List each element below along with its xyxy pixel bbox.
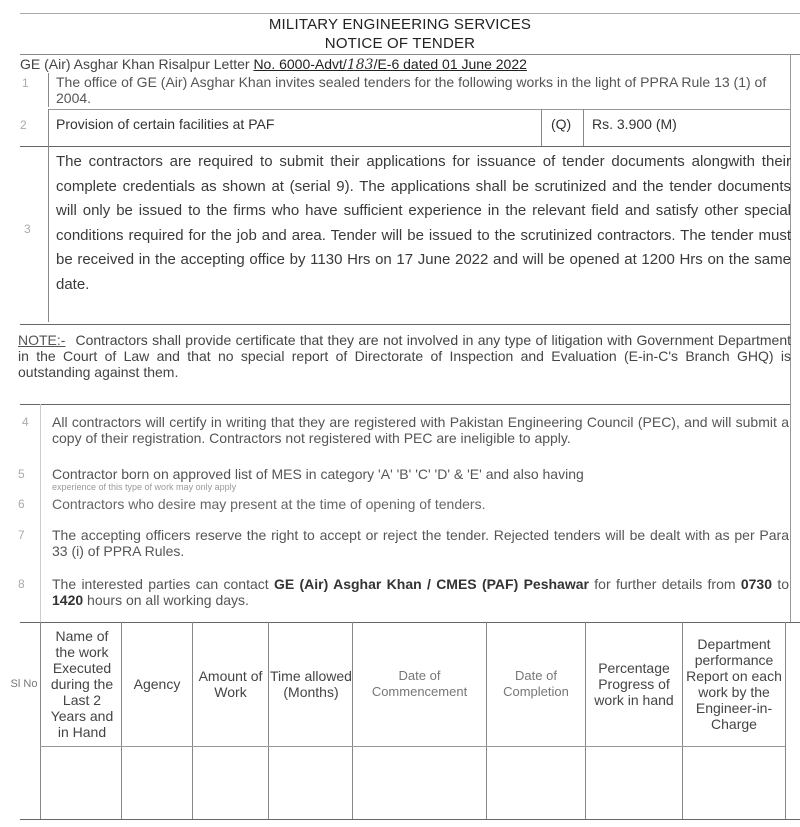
item-4-text: All contractors will certify in writing that they are registered with Pakistan Engineering Council (PEC), and will submit a copy of their registration. Contractors not registered with PEC are ineligible to apply. [52,414,789,446]
table-col [785,622,786,819]
item-5-main: Contractor born on approved list of MES in category 'A' 'B' 'C' 'D' & 'E' and also having [52,466,584,482]
item-number: 8 [18,577,25,591]
item-1-text: The office of GE (Air) Asghar Khan invites sealed tenders for the following works in the light of PPRA Rule 13 (1) of 2004. [56,74,767,106]
item-5-small: experience of this type of work may only apply [52,482,237,492]
margin-rule [40,404,41,622]
item-number: 5 [18,467,25,481]
table-col [40,622,41,819]
item-6-text: Contractors who desire may present at the time of opening of tenders. [52,496,486,512]
item-number: 6 [18,497,25,511]
table-col [268,622,269,819]
item-number: 7 [18,528,25,542]
reference-line [20,56,800,73]
item-number: 1 [22,76,29,90]
start-time: 0730 [740,576,772,592]
col-header-agency: Agency [133,676,181,692]
item-5-text [52,466,789,492]
note-bottom [20,404,790,405]
top-rule [20,13,800,14]
table-header-bottom [40,746,785,747]
org-title: MILITARY ENGINEERING SERVICES [268,16,532,33]
work-col-line [541,109,542,146]
item-3-bottom [20,324,790,325]
note-text: Contractors shall provide certificate that they are not involved in any type of litigation with Government Department in the Court of Law and that no special report of Directorate of Inspection and Evaluation (E-in-C's Branch GHQ) is outstanding against them. [18,332,791,380]
item-8-part: hours on all working days. [83,592,249,608]
work-amount: Rs. 3.900 (M) [592,116,677,132]
item-8-part: for further details from [588,576,741,592]
item-7-text: The accepting officers reserve the right to accept or reject the tender. Rejected tenders will be dealt with as per Para 33 (i) of PPRA Rules. [52,527,789,559]
item-8-part: to [772,576,789,592]
col-header-completion: Date of Completion [503,668,569,699]
item-number: 4 [22,415,29,429]
item-8-part: The interested parties can contact [52,576,274,592]
table-bottom [20,819,800,820]
table-top [20,622,800,623]
col-header-progress: Percentage Progress of work in hand [594,660,674,708]
note-paragraph [18,332,791,380]
work-row-bottom [20,146,790,147]
col-header-amount: Amount of Work [198,668,263,700]
ref-suffix: /E-6 dated 01 June 2022 [373,56,527,72]
margin-rule [48,146,49,322]
notice-title: NOTICE OF TENDER [324,35,476,52]
work-col-line [583,109,584,146]
work-category: (Q) [551,116,572,132]
ref-letter-no [253,56,526,72]
col-header-commencement: Date of Commencement [371,668,468,699]
item-number: 2 [20,118,27,132]
work-row-top [48,109,790,110]
header-rule [20,54,800,55]
handwritten-number: 183 [346,57,374,73]
end-time: 1420 [52,592,84,608]
contact-office: GE (Air) Asghar Khan / CMES (PAF) Peshawar [273,576,589,592]
col-header-time-allowed: Time allowed (Months) [270,668,352,700]
note-label: NOTE:- [18,332,66,348]
item-3-text: The contractors are required to submit their applications for issuance of tender documents alongwith their complete credentials as shown at (serial 9). The applications shall be scrutinized and the tender documents will only be issued to the firms who have sufficient experience in the relevant field and satisfy other special conditions required for the job and area. Tender will be issued to the scrutinized contractors. The tender must be received in the accepting office by 1130 Hrs on 17 June 2022 and will be opened at 1200 Hrs on the same date. [56,153,791,293]
ref-prefix: GE (Air) Asghar Khan Risalpur Letter [20,56,250,72]
margin-rule [48,73,49,107]
col-header-sl-no: Sl No [10,678,38,690]
letter-no: No. 6000-Advt/ [253,56,347,72]
col-header-name-of-work: Name of the work Executed during the Last 2 Years and in Hand [50,628,114,740]
work-col-line [48,109,49,146]
item-8-text [52,576,789,608]
work-name: Provision of certain facilities at PAF [56,116,275,132]
col-header-performance: Department performance Report on each work by the Engineer-in-Charge [686,636,782,732]
item-number: 3 [24,222,31,236]
